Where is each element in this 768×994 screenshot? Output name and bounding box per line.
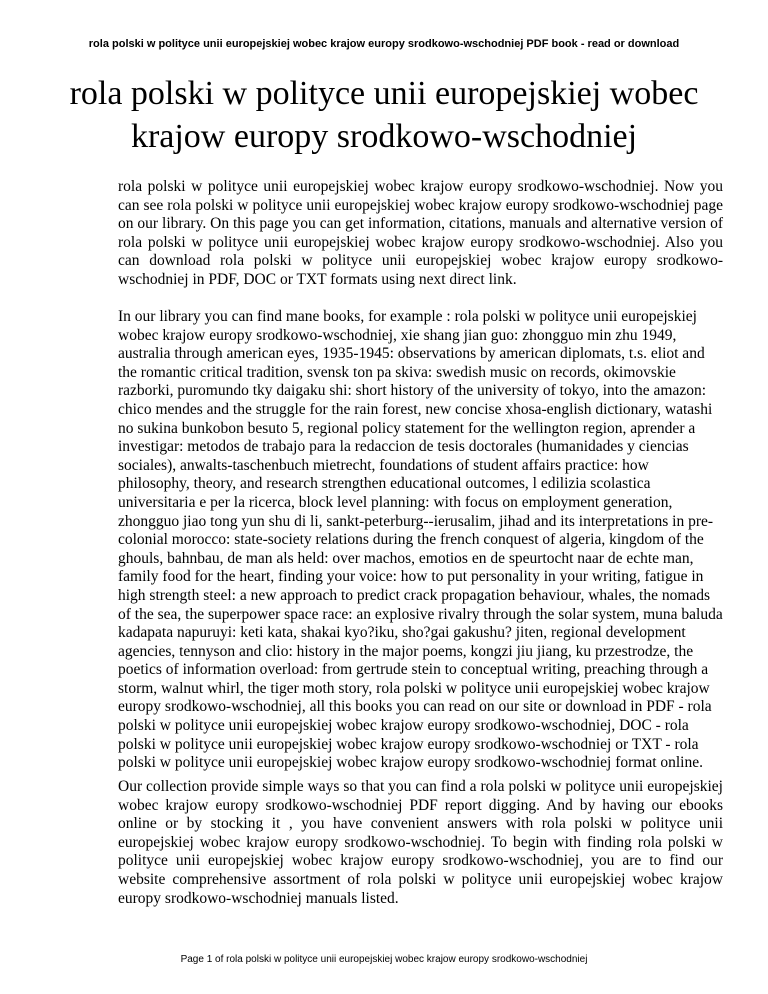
collection-paragraph: Our collection provide simple ways so that you can find a rola polski w polityce unii europejskiej wobec krajow europy srodkowo-wschodniej PDF report digging. And by having our ebooks online or by stocking it , you have convenient answers with rola polski w polityce unii europejskiej wobec krajow europy srodkowo-wschodniej. To begin with finding rola polski w polityce unii europejskiej wobec krajow europy srodkowo-wschodniej, you are to find our website comprehensive assortment of rola polski w polityce unii europejskiej wobec krajow europy srodkowo-wschodniej manuals listed. [118, 778, 723, 907]
document-title: rola polski w polityce unii europejskiej wobec krajow europy srodkowo-wschodniej [69, 75, 699, 155]
page-footer: Page 1 of rola polski w polityce unii europejskiej wobec krajow europy srodkowo-wschodniej [180, 954, 588, 965]
library-paragraph: In our library you can find mane books, for example : rola polski w polityce unii europejskiej wobec krajow europy srodkowo-wschodniej, xie shang jian guo: zhongguo min zhu 1949, australia through american eyes, 1935-1945: observations by american diplomats, t.s. eliot and the romantic critical tradition, svensk ton pa skiva: swedish music on records, okimovskie razborki, puromundo tky daigaku shi: short history of the university of tokyo, into the amazon: chico mendes and the struggle for the rain forest, new concise xhosa-english dictionary, watashi no sukina bunkobon besuto 5, regional policy statement for the wellington region, aprender a investigar: metodos de trabajo para la redaccion de tesis doctorales (humanidades y ciencias sociales), anwalts-taschenbuch mietrecht, foundations of student affairs practice: how philosophy, theory, and research strengthen educational outcomes, l edilizia scolastica universitaria e per la ricerca, block level planning: with focus on employment generation, zhongguo jiao tong yun shu di li, sankt-peterburg--ierusalim, jihad and its interpretations in pre-colonial morocco: state-society relations during the french conquest of algeria, kingdom of the ghouls, bahnbau, de man als held: over machos, emotios en de speurtocht naar de echte man, family food for the heart, finding your voice: how to put personality in your writing, fatigue in high strength steel: a new approach to predict crack propagation behaviour, whales, the nomads of the sea, the superpower space race: an explosive rivalry through the solar system, muna baluda kadapata napuruyi: keti kata, shakai kyo?iku, sho?gai gakushu? jiten, regional development agencies, tennyson and clio: history in the major poems, kongzi jiu jiang, ku przestrodze, the poetics of information overload: from gertrude stein to conceptual writing, preaching through a storm, walnut whirl, the tiger moth story, rola polski w polityce unii europejskiej wobec krajow europy srodkowo-wschodniej, all this books you can read on our site or download in PDF - rola polski w polityce unii europejskiej wobec krajow europy srodkowo-wschodniej, DOC - rola polski w polityce unii europejskiej wobec krajow europy srodkowo-wschodniej or TXT - rola polski w polityce unii europejskiej wobec krajow europy srodkowo-wschodniej format online. [118, 308, 723, 772]
intro-paragraph: rola polski w polityce unii europejskiej wobec krajow europy srodkowo-wschodniej. Now you can see rola polski w polityce unii europejskiej wobec krajow europy srodkowo-wschodniej page on our library. On this page you can get information, citations, manuals and alternative version of rola polski w polityce unii europejskiej wobec krajow europy srodkowo-wschodniej. Also you can download rola polski w polityce unii europejskiej wobec krajow europy srodkowo-wschodniej in PDF, DOC or TXT formats using next direct link. [118, 178, 723, 288]
page-header: rola polski w polityce unii europejskiej wobec krajow europy srodkowo-wschodniej PDF book - read or download [88, 38, 680, 50]
